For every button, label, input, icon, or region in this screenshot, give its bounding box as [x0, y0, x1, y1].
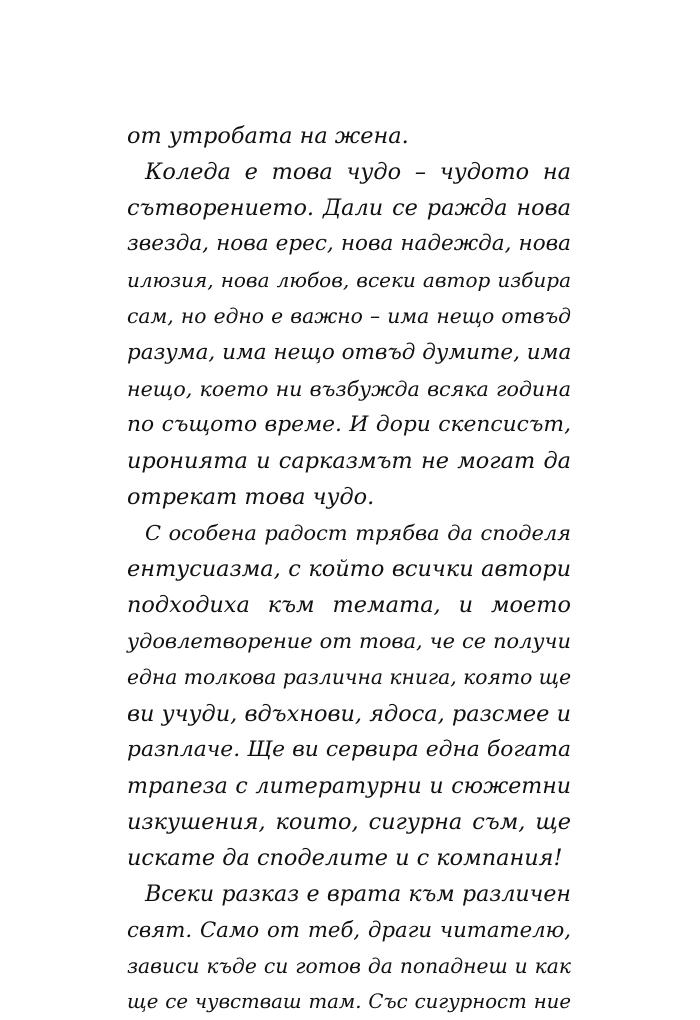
- text-line: по същото време. И дори скепсисът,: [127, 411, 571, 437]
- text-line: С особена радост трябва да споделя: [145, 521, 571, 546]
- text-line: Коледа е това чудо – чудото на: [145, 159, 571, 186]
- page-body-text: [127, 118, 571, 1020]
- text-line: нещо, което ни възбужда всяка година: [127, 376, 571, 401]
- text-line: ентусиазма, с който всички автори: [127, 556, 571, 583]
- text-line: изкушения, които, сигурна съм, ще: [127, 808, 571, 835]
- text-line: разплаче. Ще ви сервира една богата: [127, 736, 571, 762]
- text-line: разума, има нещо отвъд думите, има: [127, 339, 572, 365]
- text-line: Всеки разказ е врата към различен: [145, 880, 571, 907]
- text-line: зависи къде си готов да попаднеш и как: [127, 954, 571, 979]
- text-line: една толкова различна книга, която ще: [127, 665, 572, 690]
- text-line: от утробата на жена.: [127, 123, 409, 149]
- text-line: сътворението. Дали се ражда нова: [127, 195, 571, 222]
- text-line: свят. Само от теб, драги читателю,: [127, 917, 571, 943]
- text-line: иронията и сарказмът не могат да: [127, 447, 571, 474]
- text-line: искате да споделите и с компания!: [127, 844, 563, 871]
- text-line: илюзия, нова любов, всеки автор избира: [127, 268, 571, 293]
- text-line: ще се чувстваш там. Със сигурност ние: [127, 990, 571, 1014]
- text-line: отрекат това чудо.: [127, 483, 375, 510]
- text-line: звезда, нова ерес, нова надежда, нова: [127, 231, 571, 257]
- text-line: удовлетворение от това, че се получи: [127, 629, 571, 654]
- text-line: ви учуди, вдъхнови, ядоса, разсмее и: [127, 700, 571, 727]
- text-line: подходиха към темата, и моето: [127, 592, 571, 619]
- text-line: трапеза с литературни и сюжетни: [127, 772, 571, 799]
- text-line: сам, но едно е важно – има нещо отвъд: [127, 304, 571, 329]
